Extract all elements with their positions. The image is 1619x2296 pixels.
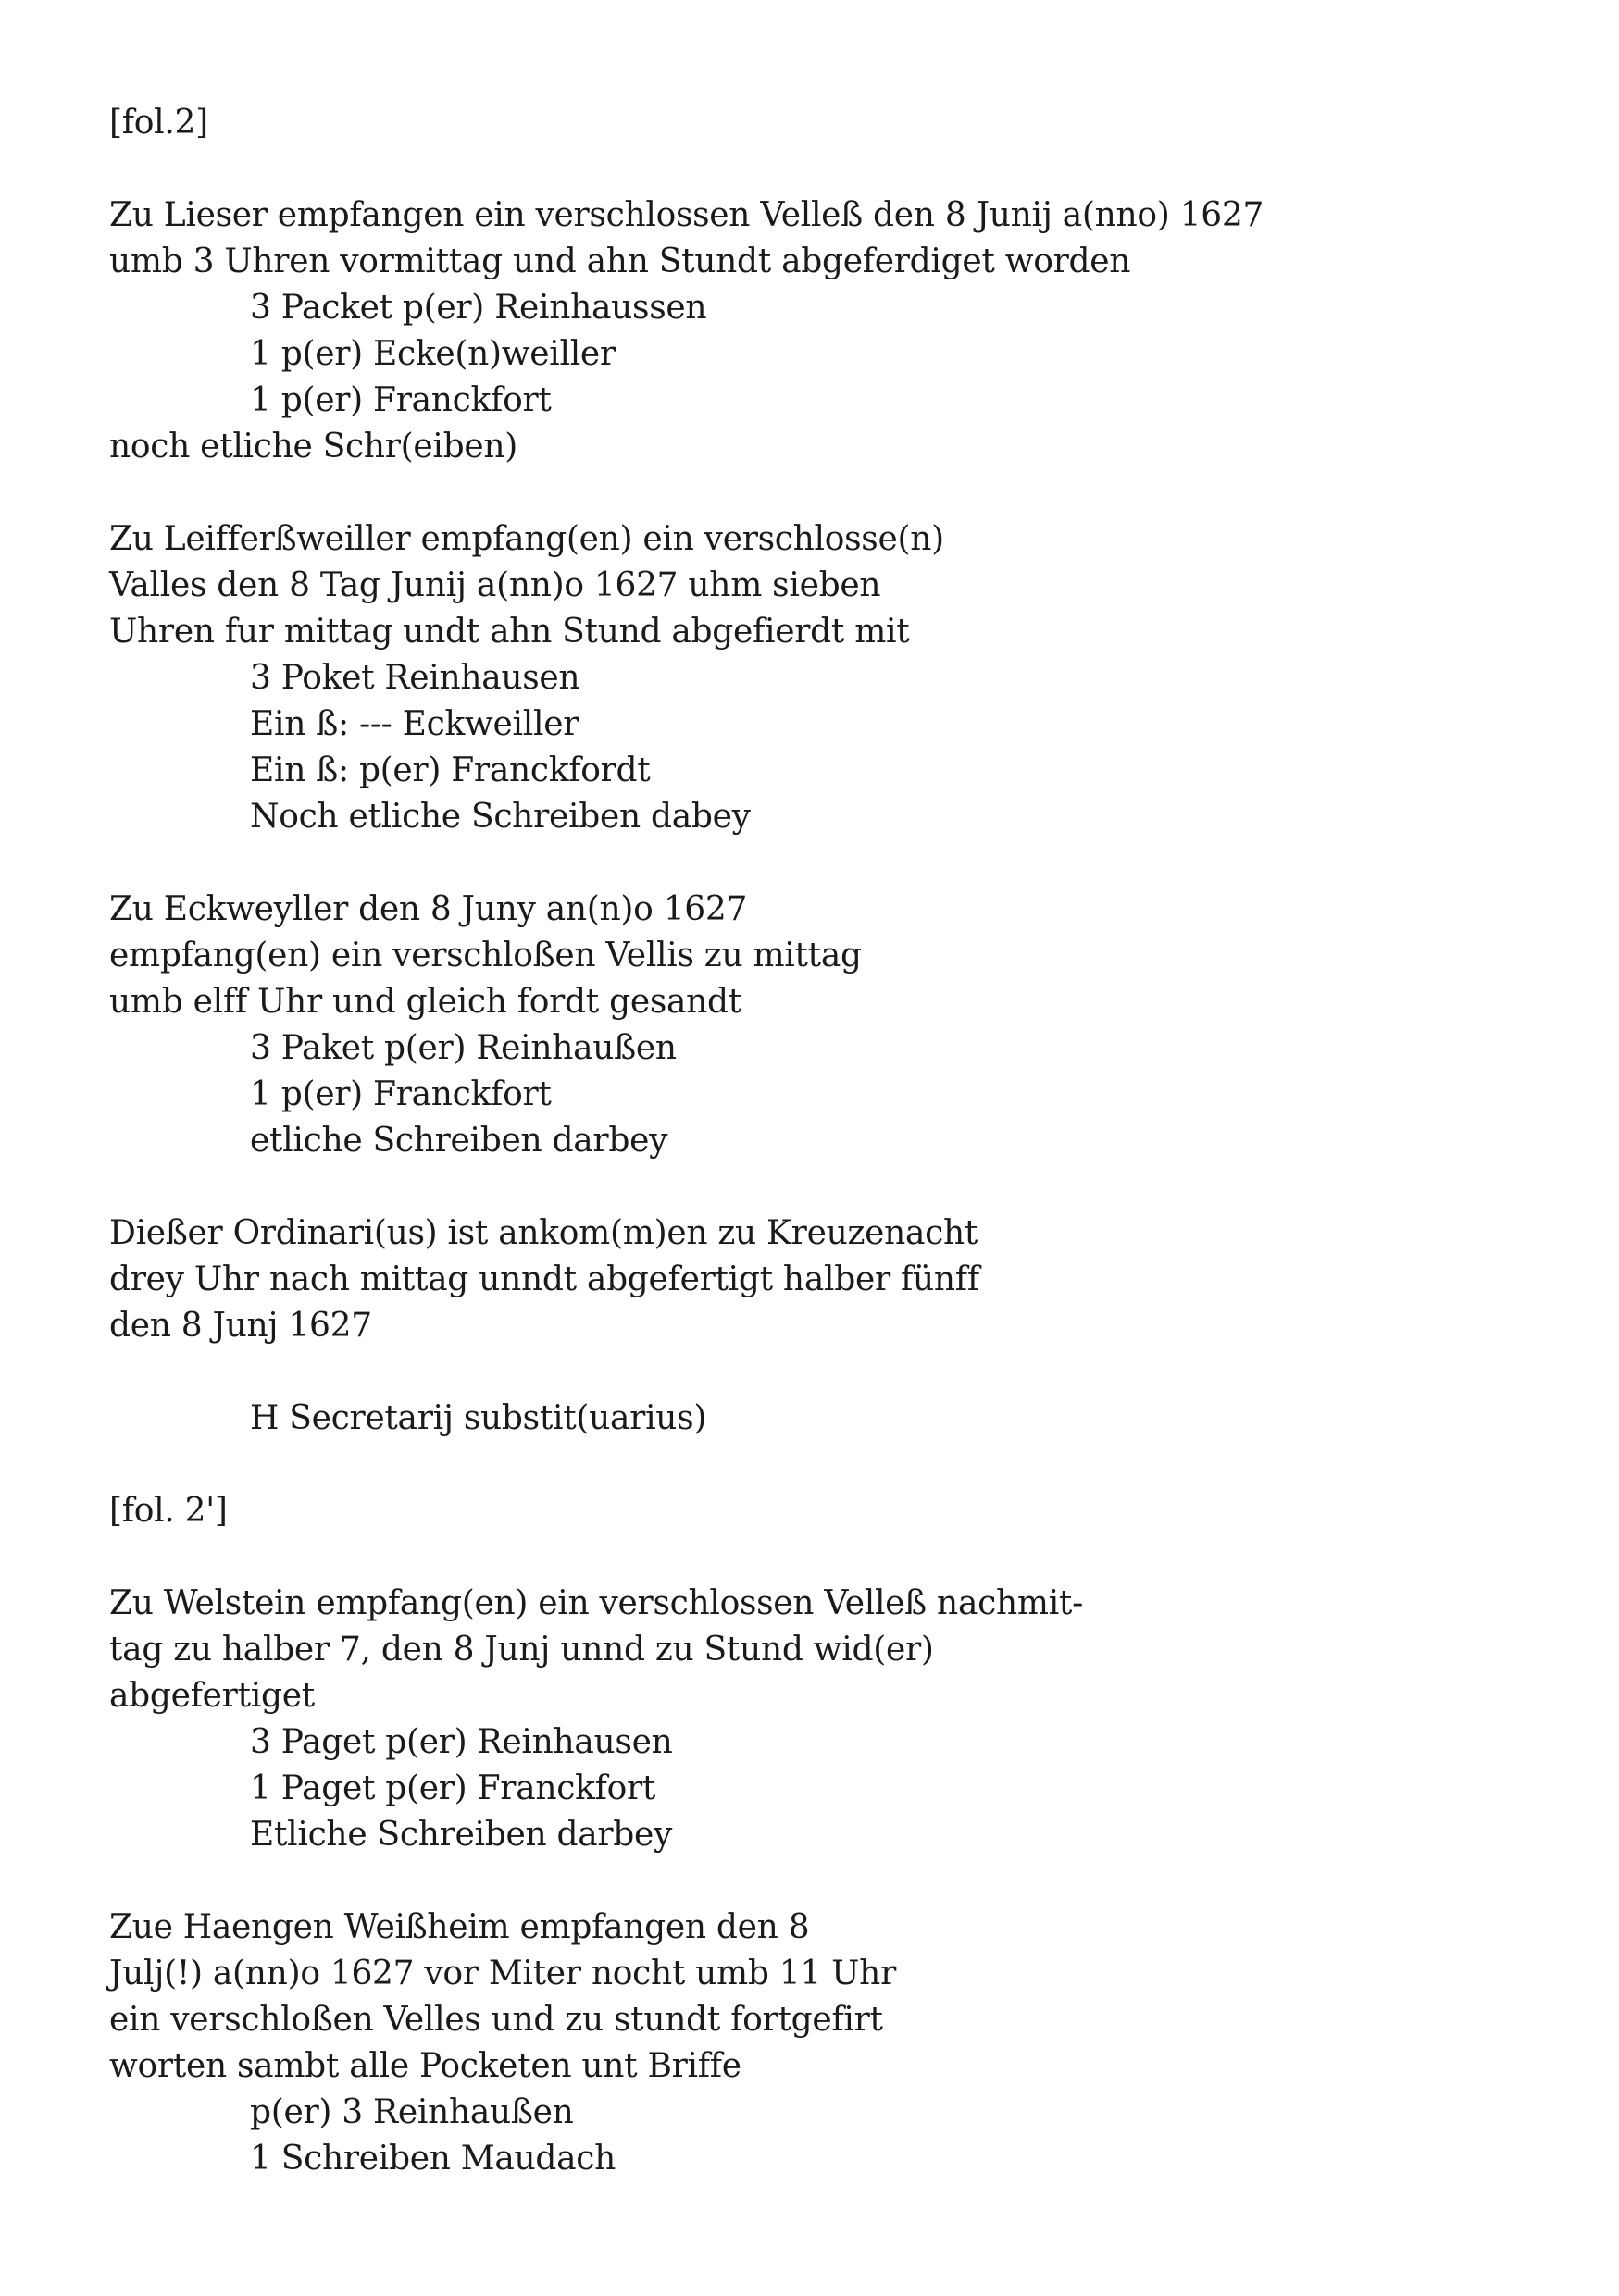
entry-item: Etliche Schreiben darbey [250, 1816, 673, 1854]
entry-item: 1 Schreiben Maudach [250, 2140, 616, 2178]
entry-line: empfang(en) ein verschloßen Vellis zu mittag [109, 937, 862, 974]
entry-line: Zue Haengen Weißheim empfangen den 8 [109, 1908, 810, 1946]
entry-item: Noch etliche Schreiben dabey [250, 798, 751, 836]
entry-item: 3 Paket p(er) Reinhaußen [250, 1029, 677, 1067]
entry-line: den 8 Junj 1627 [109, 1307, 372, 1345]
entry-line: Zu Leifferßweiller empfang(en) ein verschlosse(n) [109, 520, 944, 558]
entry-item: p(er) 3 Reinhaußen [250, 2093, 574, 2131]
entry-item: 1 Paget p(er) Franckfort [250, 1769, 656, 1807]
entry-item: Ein ß: p(er) Franckfordt [250, 751, 651, 789]
entry-item: 3 Poket Reinhausen [250, 659, 580, 697]
entry-item: 1 p(er) Ecke(n)weiller [250, 335, 616, 373]
entry-line: umb elff Uhr und gleich fordt gesandt [109, 983, 741, 1021]
entry-item: 1 p(er) Franckfort [250, 381, 552, 419]
entry-item: etliche Schreiben darbey [250, 1122, 668, 1160]
entry-line: Valles den 8 Tag Junij a(nn)o 1627 uhm sieben [109, 566, 881, 604]
entry-line: tag zu halber 7, den 8 Junj unnd zu Stund wid(er) [109, 1631, 934, 1669]
entry-item: 3 Packet p(er) Reinhaussen [250, 289, 707, 327]
signature-line: H Secretarij substit(uarius) [250, 1399, 707, 1437]
entry-line: Uhren fur mittag undt ahn Stund abgefierdt mit [109, 613, 910, 651]
entry-line: Dießer Ordinari(us) ist ankom(m)en zu Kreuzenacht [109, 1214, 978, 1252]
entry-line: Julj(!) a(nn)o 1627 vor Miter nocht umb 11 Uhr [109, 1955, 896, 1992]
entry-line: drey Uhr nach mittag unndt abgefertigt halber fünff [109, 1260, 979, 1298]
entry-line: Zu Welstein empfang(en) ein verschlossen Velleß nachmit- [109, 1584, 1083, 1622]
transcription-page [109, 100, 1553, 2182]
folio-marker: [fol.2] [109, 104, 208, 142]
entry-line: Zu Lieser empfangen ein verschlossen Velleß den 8 Junij a(nno) 1627 [109, 196, 1264, 234]
entry-line: umb 3 Uhren vormittag und ahn Stundt abgeferdiget worden [109, 242, 1131, 280]
entry-line: noch etliche Schr(eiben) [109, 428, 518, 465]
entry-item: 3 Paget p(er) Reinhausen [250, 1723, 673, 1761]
entry-item: 1 p(er) Franckfort [250, 1075, 552, 1113]
folio-marker: [fol. 2'] [109, 1492, 228, 1530]
entry-line: worten sambt alle Pocketen unt Briffe [109, 2047, 741, 2085]
entry-line: Zu Eckweyller den 8 Juny an(n)o 1627 [109, 890, 748, 928]
entry-line: ein verschloßen Velles und zu stundt fortgefirt [109, 2001, 883, 2039]
entry-item: Ein ß: --- Eckweiller [250, 705, 579, 743]
entry-line: abgefertiget [109, 1677, 315, 1715]
